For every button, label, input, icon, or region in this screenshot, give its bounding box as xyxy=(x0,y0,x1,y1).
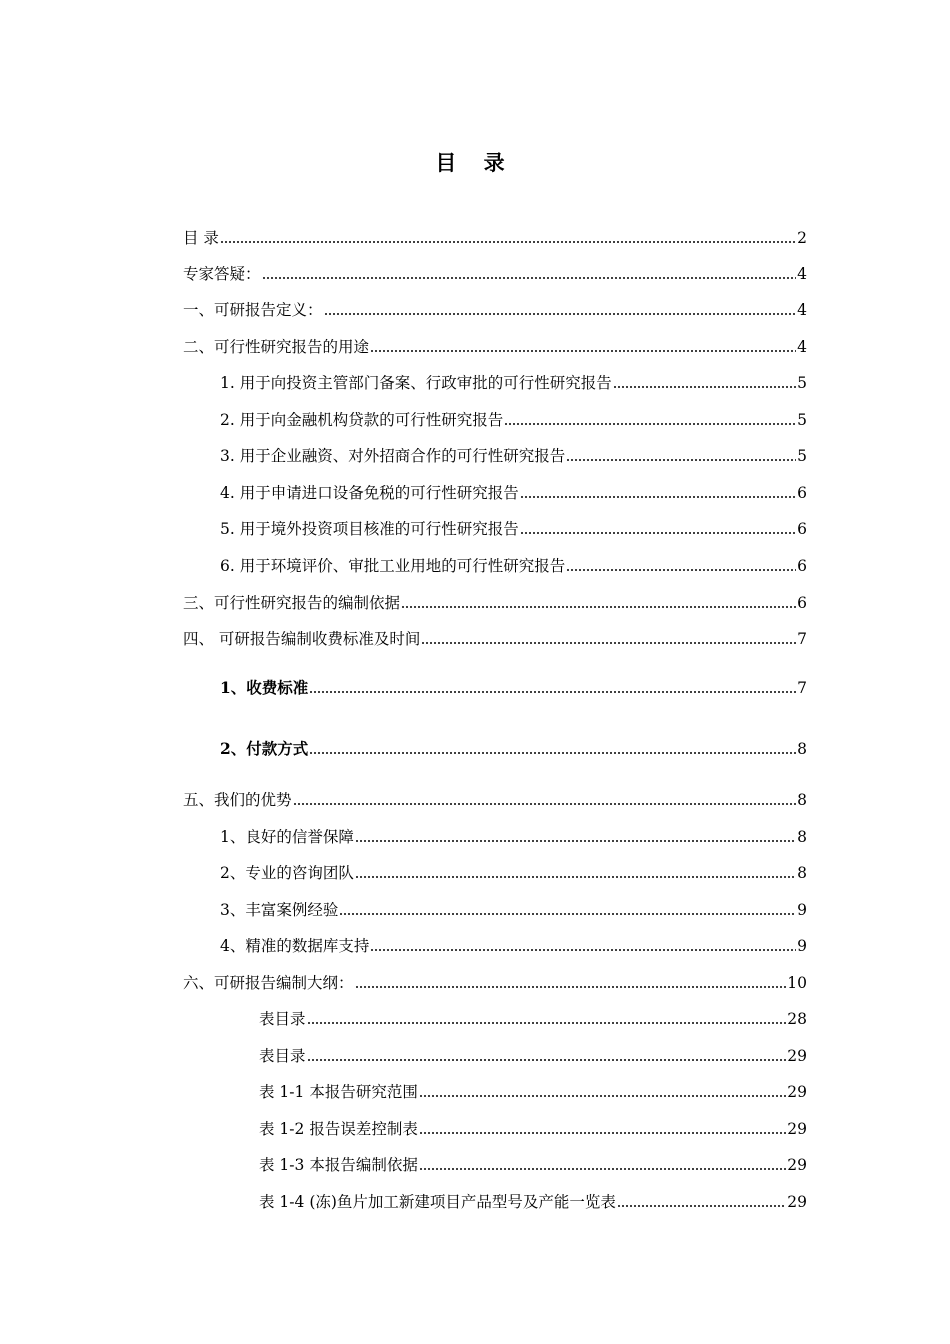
dot-leader xyxy=(309,690,796,694)
toc-entry[interactable] xyxy=(220,822,807,848)
toc-entry-label: 表目录 xyxy=(259,1047,306,1065)
toc-entry[interactable] xyxy=(183,223,807,249)
toc-entry-label: 1、收费标准 xyxy=(220,678,309,697)
toc-entry-label: 5. 用于境外投资项目核准的可行性研究报告 xyxy=(220,520,519,538)
dot-leader xyxy=(401,605,796,609)
toc-entry[interactable] xyxy=(220,858,807,884)
dot-leader xyxy=(504,422,796,426)
toc-entry-page: 29 xyxy=(787,1047,807,1065)
toc-entry-page: 7 xyxy=(797,630,807,648)
toc-entry[interactable] xyxy=(220,405,807,431)
dot-leader xyxy=(355,839,796,843)
toc-entry-page: 6 xyxy=(797,484,807,502)
toc-entry[interactable] xyxy=(220,895,807,921)
toc-entry[interactable] xyxy=(220,478,807,504)
dot-leader xyxy=(324,312,797,316)
toc-entry[interactable] xyxy=(259,1187,807,1213)
toc-entry[interactable] xyxy=(183,624,807,650)
dot-leader xyxy=(355,875,796,879)
toc-entry[interactable] xyxy=(220,441,807,467)
toc-entry[interactable] xyxy=(183,259,807,285)
toc-entry-label: 1、良好的信誉保障 xyxy=(220,828,354,846)
dot-leader xyxy=(419,1094,786,1098)
dot-leader xyxy=(370,349,796,353)
toc-entry-label: 3. 用于企业融资、对外招商合作的可行性研究报告 xyxy=(220,447,566,465)
dot-leader xyxy=(220,240,796,244)
toc-entry-page: 6 xyxy=(797,520,807,538)
toc-entry-label: 4. 用于申请进口设备免税的可行性研究报告 xyxy=(220,484,519,502)
dot-leader xyxy=(262,276,797,280)
toc-entry-label: 2、专业的咨询团队 xyxy=(220,864,354,882)
dot-leader xyxy=(520,495,796,499)
dot-leader xyxy=(617,1204,786,1208)
toc-entry-label: 六、可研报告编制大纲： xyxy=(183,974,354,992)
toc-entry-label: 1. 用于向投资主管部门备案、行政审批的可行性研究报告 xyxy=(220,374,612,392)
toc-entry[interactable] xyxy=(259,1150,807,1176)
toc-entry-label: 二、可行性研究报告的用途 xyxy=(183,338,370,356)
toc-entry-label: 一、可研报告定义： xyxy=(183,301,323,319)
toc-entry-page: 6 xyxy=(797,557,807,575)
toc-entry-label: 表目录 xyxy=(259,1010,306,1028)
toc-entry-label: 3、丰富案例经验 xyxy=(220,901,339,919)
toc-entry[interactable] xyxy=(220,931,807,957)
toc-entry-page: 28 xyxy=(787,1010,807,1028)
toc-entry[interactable] xyxy=(220,368,807,394)
toc-entry-page: 8 xyxy=(797,864,807,882)
toc-entry-page: 5 xyxy=(797,374,807,392)
toc-entry-page: 9 xyxy=(797,937,807,955)
dot-leader xyxy=(307,1021,787,1025)
toc-entry[interactable] xyxy=(220,673,807,699)
toc-entry[interactable] xyxy=(183,332,807,358)
dot-leader xyxy=(307,1058,787,1062)
dot-leader xyxy=(370,948,796,952)
toc-entry-page: 4 xyxy=(797,338,807,356)
toc-entry-page: 5 xyxy=(797,411,807,429)
toc-entry-label: 2. 用于向金融机构贷款的可行性研究报告 xyxy=(220,411,504,429)
toc-entry-page: 6 xyxy=(797,594,807,612)
toc-entry-page: 9 xyxy=(797,901,807,919)
toc-entry-page: 29 xyxy=(787,1156,807,1174)
toc-entry-page: 7 xyxy=(797,679,807,697)
toc-entry-page: 29 xyxy=(787,1193,807,1211)
toc-entry-page: 4 xyxy=(797,301,807,319)
toc-entry-page: 29 xyxy=(787,1120,807,1138)
toc-entry[interactable] xyxy=(220,514,807,540)
toc-entry-label: 表 1-2 报告误差控制表 xyxy=(259,1120,418,1138)
dot-leader xyxy=(421,641,796,645)
toc-entry-page: 10 xyxy=(787,974,807,992)
toc-entry[interactable] xyxy=(183,968,807,994)
toc-entry-label: 三、可行性研究报告的编制依据 xyxy=(183,594,401,612)
dot-leader xyxy=(355,985,787,989)
toc-entry-label: 表 1-1 本报告研究范围 xyxy=(259,1083,418,1101)
dot-leader xyxy=(339,912,796,916)
toc-entry-label: 表 1-4 (冻)鱼片加工新建项目产品型号及产能一览表 xyxy=(259,1193,616,1211)
dot-leader xyxy=(566,458,796,462)
toc-entry-page: 2 xyxy=(797,229,807,247)
dot-leader xyxy=(293,802,797,806)
toc-entry-label: 目 录 xyxy=(183,229,219,247)
toc-entry-label: 五、我们的优势 xyxy=(183,791,292,809)
dot-leader xyxy=(419,1167,786,1171)
dot-leader xyxy=(520,531,796,535)
dot-leader xyxy=(566,568,796,572)
toc-entry-page: 29 xyxy=(787,1083,807,1101)
toc-entry[interactable] xyxy=(183,785,807,811)
page-title: 目 录 xyxy=(435,150,515,175)
toc-entry-page: 8 xyxy=(797,740,807,758)
toc-entry-page: 8 xyxy=(797,828,807,846)
toc-entry-label: 表 1-3 本报告编制依据 xyxy=(259,1156,418,1174)
toc-entry[interactable] xyxy=(220,551,807,577)
dot-leader xyxy=(419,1131,786,1135)
dot-leader xyxy=(613,385,796,389)
toc-entry-label: 2、付款方式 xyxy=(220,739,309,758)
toc-entry[interactable] xyxy=(259,1077,807,1103)
toc-entry[interactable] xyxy=(259,1114,807,1140)
toc-entry-page: 5 xyxy=(797,447,807,465)
toc-entry[interactable] xyxy=(183,588,807,614)
toc-entry[interactable] xyxy=(220,734,807,760)
toc-entry-page: 4 xyxy=(797,265,807,283)
toc-entry-label: 四、 可研报告编制收费标准及时间 xyxy=(183,630,421,648)
toc-entry-page: 8 xyxy=(797,791,807,809)
toc-entry-label: 6. 用于环境评价、审批工业用地的可行性研究报告 xyxy=(220,557,566,575)
dot-leader xyxy=(309,751,796,755)
toc-entry[interactable] xyxy=(259,1041,807,1067)
toc-entry[interactable] xyxy=(259,1004,807,1030)
toc-entry-label: 专家答疑： xyxy=(183,265,261,283)
toc-entry[interactable] xyxy=(183,295,807,321)
toc-entry-label: 4、精准的数据库支持 xyxy=(220,937,370,955)
